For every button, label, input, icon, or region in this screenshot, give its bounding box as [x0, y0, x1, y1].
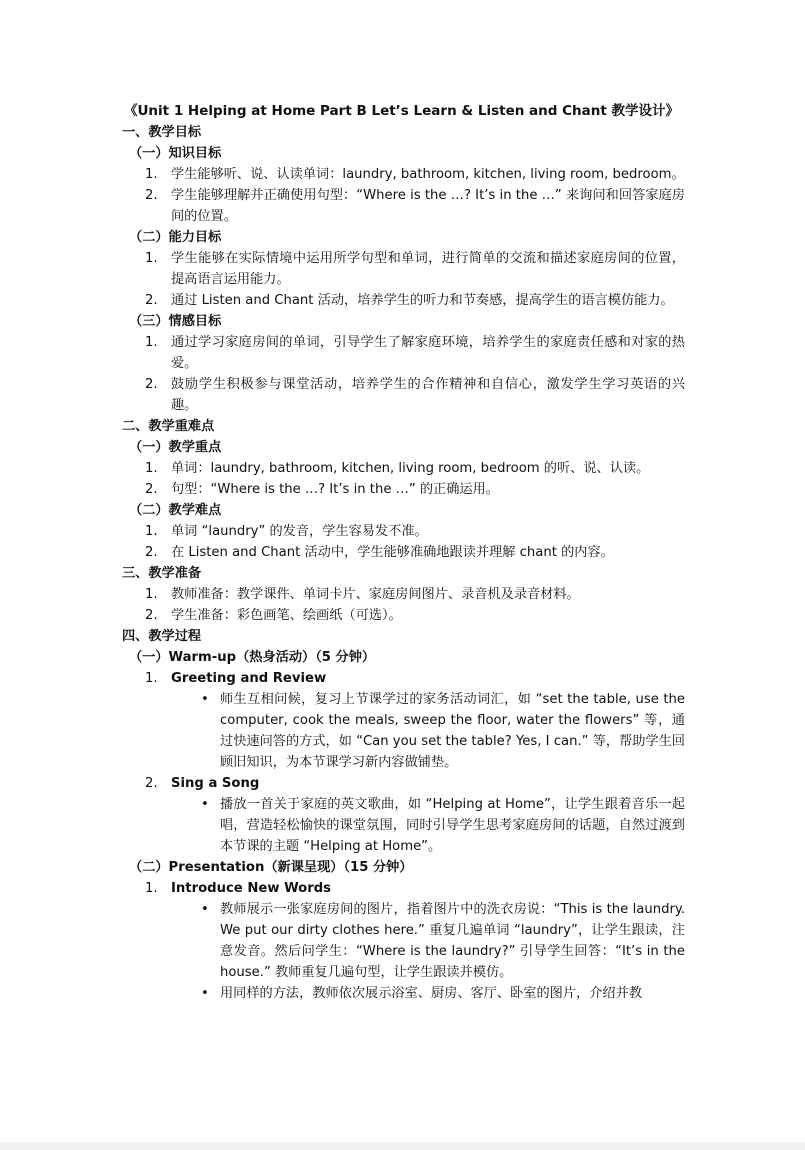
list-item-text: 学生能够听、说、认读单词：laundry, bathroom, kitchen, living room, bedroom。	[171, 167, 685, 182]
subsection-heading: （一）教学重点	[129, 440, 222, 455]
list-item-text: 教师准备：教学课件、单词卡片、家庭房间图片、录音机及录音材料。	[171, 587, 580, 602]
bullet-icon: •	[201, 902, 209, 917]
list-item-text: 通过学习家庭房间的单词，引导学生了解家庭环境，培养学生的家庭责任感和对家的热爱。	[171, 335, 685, 371]
step-title: Greeting and Review	[171, 671, 327, 686]
list-item-text: 句型：“Where is the …? It’s in the …” 的正确运用。	[171, 482, 499, 497]
subsection-heading: （二）能力目标	[129, 230, 222, 245]
subsection-heading: （一）知识目标	[129, 146, 222, 161]
bullet-icon: •	[201, 797, 209, 812]
list-item-text: 单词 “laundry” 的发音，学生容易发不准。	[171, 524, 428, 539]
list-item: 1. 学生能够听、说、认读单词：laundry, bathroom, kitchen, living room, bedroom。	[122, 164, 685, 185]
bullet-icon: •	[201, 692, 209, 707]
document-title: 《Unit 1 Helping at Home Part B Let’s Learn & Listen and Chant 教学设计》	[123, 103, 680, 119]
section-heading: 三、教学准备	[122, 566, 202, 581]
list-item: 2. 通过 Listen and Chant 活动，培养学生的听力和节奏感，提高学生的语言模仿能力。	[122, 290, 685, 311]
bullet-text: 播放一首关于家庭的英文歌曲，如 “Helping at Home”，让学生跟着音乐一起唱，营造轻松愉快的课堂氛围，同时引导学生思考家庭房间的话题，自然过渡到本节课的主题 “Helping at Home”。	[220, 797, 685, 854]
bullet-text: 师生互相问候，复习上节课学过的家务活动词汇，如 “set the table, use the computer, cook the meals, sweep the floor, water the flowers” 等，通过快速问答的方式，如 “Can you set the table? Yes, I can.” 等，帮助学生回顾旧知识，为本节课学习新内容做铺垫。	[220, 692, 685, 770]
subsection-heading: （二）Presentation（新课呈现）（15 分钟）	[129, 860, 413, 875]
bullet-item	[201, 794, 685, 857]
bullet-icon: •	[201, 986, 209, 1001]
list-item: 2. 学生准备：彩色画笔、绘画纸（可选）。	[122, 605, 685, 626]
list-item: 2. 在 Listen and Chant 活动中，学生能够准确地跟读并理解 chant 的内容。	[122, 542, 685, 563]
bullet-item	[201, 983, 685, 1004]
section-heading: 二、教学重难点	[122, 419, 215, 434]
section-heading: 一、教学目标	[122, 125, 202, 140]
bullet-text: 用同样的方法，教师依次展示浴室、厨房、客厅、卧室的图片，介绍并教	[220, 986, 642, 1001]
subsection-heading: （二）教学难点	[129, 503, 222, 518]
bullet-text: 教师展示一张家庭房间的图片，指着图片中的洗衣房说：“This is the laundry. We put our dirty clothes here.” 重复几遍单词 “laundry”，让学生跟读，注意发音。然后问学生：“Where is the laundry?” 引导学生回答：“It’s in the house.” 教师重复几遍句型，让学生跟读并模仿。	[220, 902, 685, 980]
list-item: 1. 通过学习家庭房间的单词，引导学生了解家庭环境，培养学生的家庭责任感和对家的热爱。	[122, 332, 685, 374]
step-title: Introduce New Words	[171, 881, 332, 896]
list-item: 2. 鼓励学生积极参与课堂活动，培养学生的合作精神和自信心，激发学生学习英语的兴趣。	[122, 374, 685, 416]
list-item: 2. 句型：“Where is the …? It’s in the …” 的正确运用。	[122, 479, 685, 500]
list-item: 1. 教师准备：教学课件、单词卡片、家庭房间图片、录音机及录音材料。	[122, 584, 685, 605]
list-item-text: 学生能够在实际情境中运用所学句型和单词，进行简单的交流和描述家庭房间的位置，提高语言运用能力。	[171, 251, 685, 287]
list-item: 2. 学生能够理解并正确使用句型：“Where is the …? It’s in the …” 来询问和回答家庭房间的位置。	[122, 185, 685, 227]
list-item-text: 学生能够理解并正确使用句型：“Where is the …? It’s in the …” 来询问和回答家庭房间的位置。	[171, 188, 685, 224]
step-title: Sing a Song	[171, 776, 260, 791]
list-item-text: 鼓励学生积极参与课堂活动，培养学生的合作精神和自信心，激发学生学习英语的兴趣。	[171, 377, 685, 413]
bullet-item	[201, 689, 685, 773]
list-item: 1. Greeting and Review	[122, 668, 685, 689]
list-item-text: 学生准备：彩色画笔、绘画纸（可选）。	[171, 608, 402, 623]
list-item-text: 通过 Listen and Chant 活动，培养学生的听力和节奏感，提高学生的语言模仿能力。	[171, 293, 674, 308]
list-item: 2. Sing a Song	[122, 773, 685, 794]
document-body	[122, 101, 685, 1004]
list-item: 1. 学生能够在实际情境中运用所学句型和单词，进行简单的交流和描述家庭房间的位置，提高语言运用能力。	[122, 248, 685, 290]
list-item: 1. Introduce New Words	[122, 878, 685, 899]
list-item: 1. 单词：laundry, bathroom, kitchen, living room, bedroom 的听、说、认读。	[122, 458, 685, 479]
section-heading: 四、教学过程	[122, 629, 202, 644]
list-item: 1. 单词 “laundry” 的发音，学生容易发不准。	[122, 521, 685, 542]
subsection-heading: （一）Warm-up（热身活动）（5 分钟）	[129, 650, 376, 665]
list-item-text: 在 Listen and Chant 活动中，学生能够准确地跟读并理解 chant 的内容。	[171, 545, 614, 560]
bullet-item	[201, 899, 685, 983]
list-item-text: 单词：laundry, bathroom, kitchen, living room, bedroom 的听、说、认读。	[171, 461, 650, 476]
subsection-heading: （三）情感目标	[129, 314, 222, 329]
